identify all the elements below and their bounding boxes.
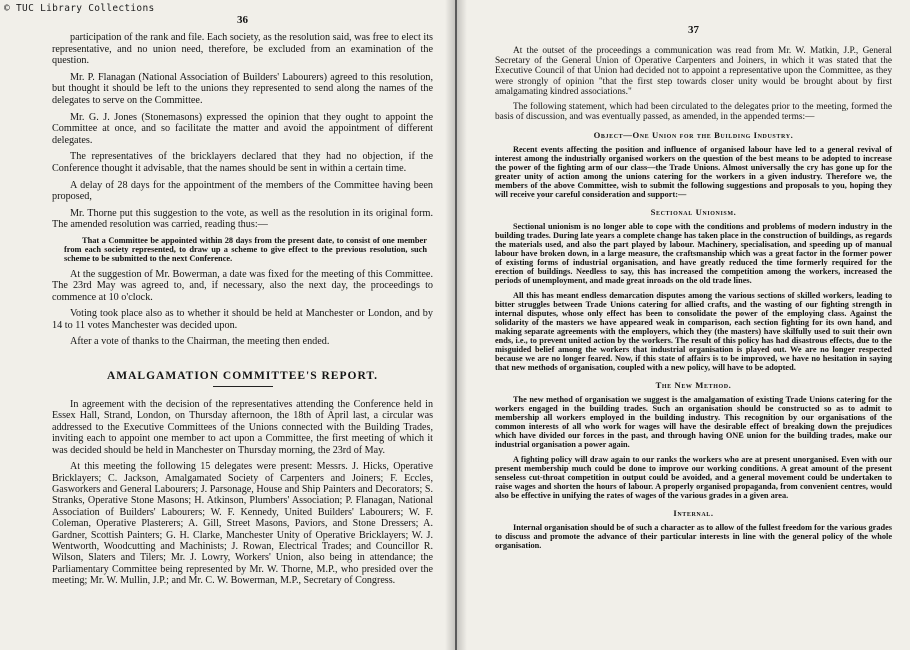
paragraph: The new method of organisation we suggest is the amalgamation of existing Trade Unions catering for the workers engaged in the building trades. Such an organisation should be constructed so as to admit to membership all workers employed in the building industry. This recognition by our organisations of the common interests of all who work for wages will have the desirable effect of breaking down the prejudices which have divided our forces in the past, and through having ONE union for the building trades, make our industrial organisation a power again.	[495, 395, 892, 450]
section-heading: Sectional Unionism.	[650, 207, 737, 218]
section-heading: The New Method.	[655, 380, 732, 391]
paragraph: Mr. Thorne put this suggestion to the vote, as well as the resolution in its original form. The amended resolution was carried, reading thus:—	[52, 207, 433, 231]
paragraph: At this meeting the following 15 delegates were present: Messrs. J. Hicks, Operative Bricklayers; C. Jackson, Amalgamated Society of Carpenters and Joiners; F. Eccles, Gasworkers and General Labourers; J. Parsonage, House and Ship Painters and Decorators; S. Stranks, Operative Stone Masons; H. Atkinson, Plumbers' Association; P. Flanagan, National Association of Builders' Labourers; W. F. Kennedy, United Builders' Labourers; W. F. Coleman, Operative Plasterers; A. Gill, Street Masons, Paviors, and Stone Dressers; A. Gardner, Scottish Painters; G. H. Clarke, Manchester Unity of Operative Bricklayers; W. J. Wentworth, Woodcutting and Machinists; J. Rowan, Electrical Trades; and Councillor R. Wilson, Slaters and Tilers; Mr. J. Lowry, Workers' Union, also being in attendance; the Parliamentary Committee being represented by Mr. W. Thorne, M.P., who presided over the meeting; Mr. W. Mullin, J.P.; and Mr. C. W. Bowerman, M.P., Secretary of Congress.	[52, 461, 433, 587]
paragraph: Recent events affecting the position and influence of organised labour have led to a general revival of interest among the industrially organised workers on the question of the best means to be adopted to increase the power of the fighting arm of our class—the Trade Unions. Almost universally the cry has gone up for the greater unity of action among the unions catering for the workers in a given industry. Therefore we, the members of the above Committee, wish to submit the following suggestions and proposals to you, hoping they will receive your careful consideration and support:—	[495, 145, 892, 200]
gutter-shadow	[457, 0, 467, 650]
paragraph: Mr. G. J. Jones (Stonemasons) expressed the opinion that they ought to appoint the Committee at once, and so facilitate the matter and avoid the appointment of different delegates.	[52, 111, 433, 146]
paragraph: At the suggestion of Mr. Bowerman, a date was fixed for the meeting of this Committee. The 23rd May was agreed to, and, if necessary, also the next day, the proceedings to commence at 10 o'clock.	[52, 268, 433, 303]
section-heading: Internal.	[673, 508, 714, 519]
paragraph: Sectional unionism is no longer able to cope with the conditions and problems of modern industry in the building trades. During late years a complete change has taken place in the construction of buildings, as regards the materials used, and also the part played by labour. Machinery, specialisation, and speeding up of manual labour have broken down, in a large measure, the craftsmanship which was a great factor in the former power of existing forms of industrial organisation, and have greatly reduced the time formerly required for the erection of buildings. Needless to say, this has increased the competition among the workers, increased the periods of unemployment, and made great inroads on the old trade lines.	[495, 222, 892, 286]
paragraph: Internal organisation should be of such a character as to allow of the fullest freedom for the various grades to discuss and promote the advance of their particular interests in line with the general policy of the whole organisation.	[495, 523, 892, 551]
paragraph: participation of the rank and file. Each society, as the resolution said, was free to elect its representative, and no union need, therefore, be excluded from an examination of the question.	[52, 32, 433, 67]
section-heading: Object—One Union for the Building Industry.	[593, 130, 794, 141]
report-title: AMALGAMATION COMMITTEE'S REPORT.	[106, 370, 379, 383]
paragraph: The representatives of the bricklayers declared that they had no objection, if the Conference thought it advisable, that the names should be sent in within a certain time.	[52, 151, 433, 174]
gutter-shadow	[445, 0, 455, 650]
paragraph: A delay of 28 days for the appointment of the members of the Committee having been proposed,	[52, 179, 433, 203]
title-rule	[213, 386, 273, 387]
paragraph: Mr. P. Flanagan (National Association of Builders' Labourers) agreed to this resolution, but thought it should be left to the unions they represented to send along the names of the delegates to serve on the Committee.	[52, 71, 433, 106]
right-page	[455, 0, 910, 650]
resolution-text: That a Committee be appointed within 28 days from the present date, to consist of one member from each society represented, to draw up a scheme to give effect to the previous resolution, such scheme to be submitted to the next Conference.	[64, 235, 427, 264]
paragraph: Voting took place also as to whether it should be held at Manchester or London, and by 14 to 11 votes Manchester was decided upon.	[52, 308, 433, 331]
paragraph: All this has meant endless demarcation disputes among the various sections of skilled workers, leading to bitter struggles between Trade Unions catering for allied crafts, and the wasting of our fighting strength in internal disputes, whose only effect has been to consolidate the power of the employing class. Against the solidarity of the masters we have appeared weak in comparison, each section fighting for its own hand, and making separate agreements with the employers, which they (the masters) have skilfully used to suit their own ends, i.e., to prevent united action by the workers. The result of this policy has had disastrous effects, due to the misguided belief among the workers that industrial organisation is played out. We are no longer respected because we are no longer feared. Now, if this state of affairs is to be improved, we have no hesitation in saying that new methods of organisation, coupled with a new policy, will have to be adopted.	[495, 291, 892, 373]
page-number: 37	[688, 24, 699, 36]
paragraph: A fighting policy will draw again to our ranks the workers who are at present unorganised. Even with our present membership much could be done to improve our working conditions. A great amount of the present senseless cut-throat competition in output could be avoided, and a general movement could be undertaken to raise wages and shorten the hours of labour. A properly organised propaganda, from convenient centres, would also be effective in unifying the rates of wages of the various grades in a given area.	[495, 455, 892, 501]
paragraph: The following statement, which had been circulated to the delegates prior to the meeting, formed the basis of discussion, and was eventually passed, as amended, in the appended terms:—	[495, 102, 892, 123]
paragraph: At the outset of the proceedings a communication was read from Mr. W. Matkin, J.P., General Secretary of the General Union of Operative Carpenters and Joiners, in which it was stated that the Executive Council of that Union had decided not to appoint a representative upon the Committee, as they were strongly of opinion "that the first step towards closer unity would be brought about by first amalgamating kindred associations."	[495, 46, 892, 97]
page-number: 36	[237, 14, 248, 26]
paragraph: In agreement with the decision of the representatives attending the Conference held in Essex Hall, Strand, London, on Thursday afternoon, the 18th of April last, a circular was addressed to the Executive Committees of the Unions connected with the Building Trades, inviting each to appoint one member to act upon a Committee, the first meeting of which it was decided should be held in Manchester on Thursday morning, the 23rd of May.	[52, 399, 433, 456]
paragraph: After a vote of thanks to the Chairman, the meeting then ended.	[70, 336, 330, 348]
watermark-text: © TUC Library Collections	[4, 3, 155, 14]
